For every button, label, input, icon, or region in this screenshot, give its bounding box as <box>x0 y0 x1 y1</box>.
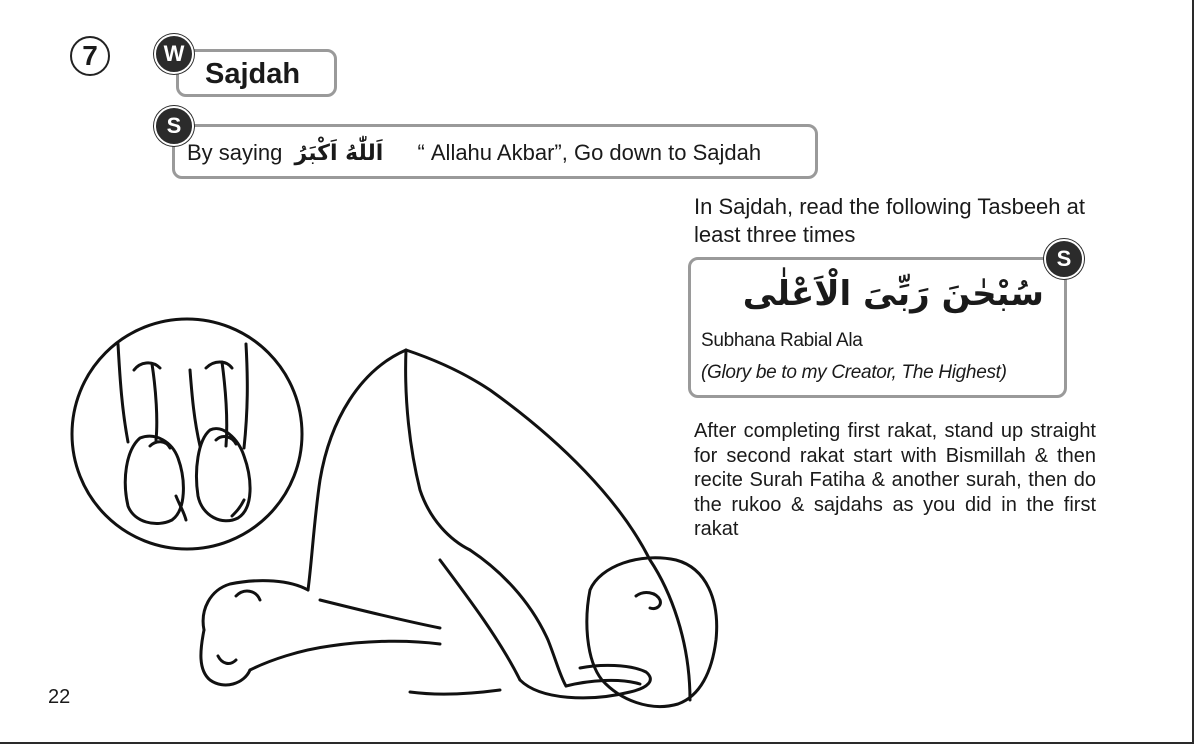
saying-suffix: “ Allahu Akbar”, Go down to Sajdah <box>417 140 762 165</box>
tasbeeh-meaning: (Glory be to my Creator, The Highest) <box>701 362 1007 383</box>
feet-detail-icon <box>72 319 302 549</box>
tasbeeh-tag-badge: S <box>1044 239 1084 279</box>
tasbeeh-transliteration: Subhana Rabial Ala <box>701 330 863 351</box>
prostration-figure-icon <box>201 350 717 707</box>
page-number: 22 <box>48 686 71 708</box>
step-number-badge: 7 <box>70 36 110 76</box>
next-rakat-paragraph: After completing first rakat, stand up straight for second rakat start with Bismillah & then recite Surah Fatiha & another surah, then do the rukoo & sajdahs as you did in the first rakat <box>694 420 1096 540</box>
title-tag-badge: W <box>154 34 194 74</box>
saying-prefix: By saying <box>187 140 283 165</box>
takbir-arabic: اَللّٰهُ اَكْبَرُ <box>294 141 384 166</box>
saying-tag-badge: S <box>154 106 194 146</box>
page-title: Sajdah <box>205 58 301 90</box>
tasbeeh-arabic: سُبْحٰنَ رَبِّىَ الْاَعْلٰى <box>742 274 1044 314</box>
tasbeeh-instruction: In Sajdah, read the following Tasbeeh at least three times <box>694 194 1085 247</box>
